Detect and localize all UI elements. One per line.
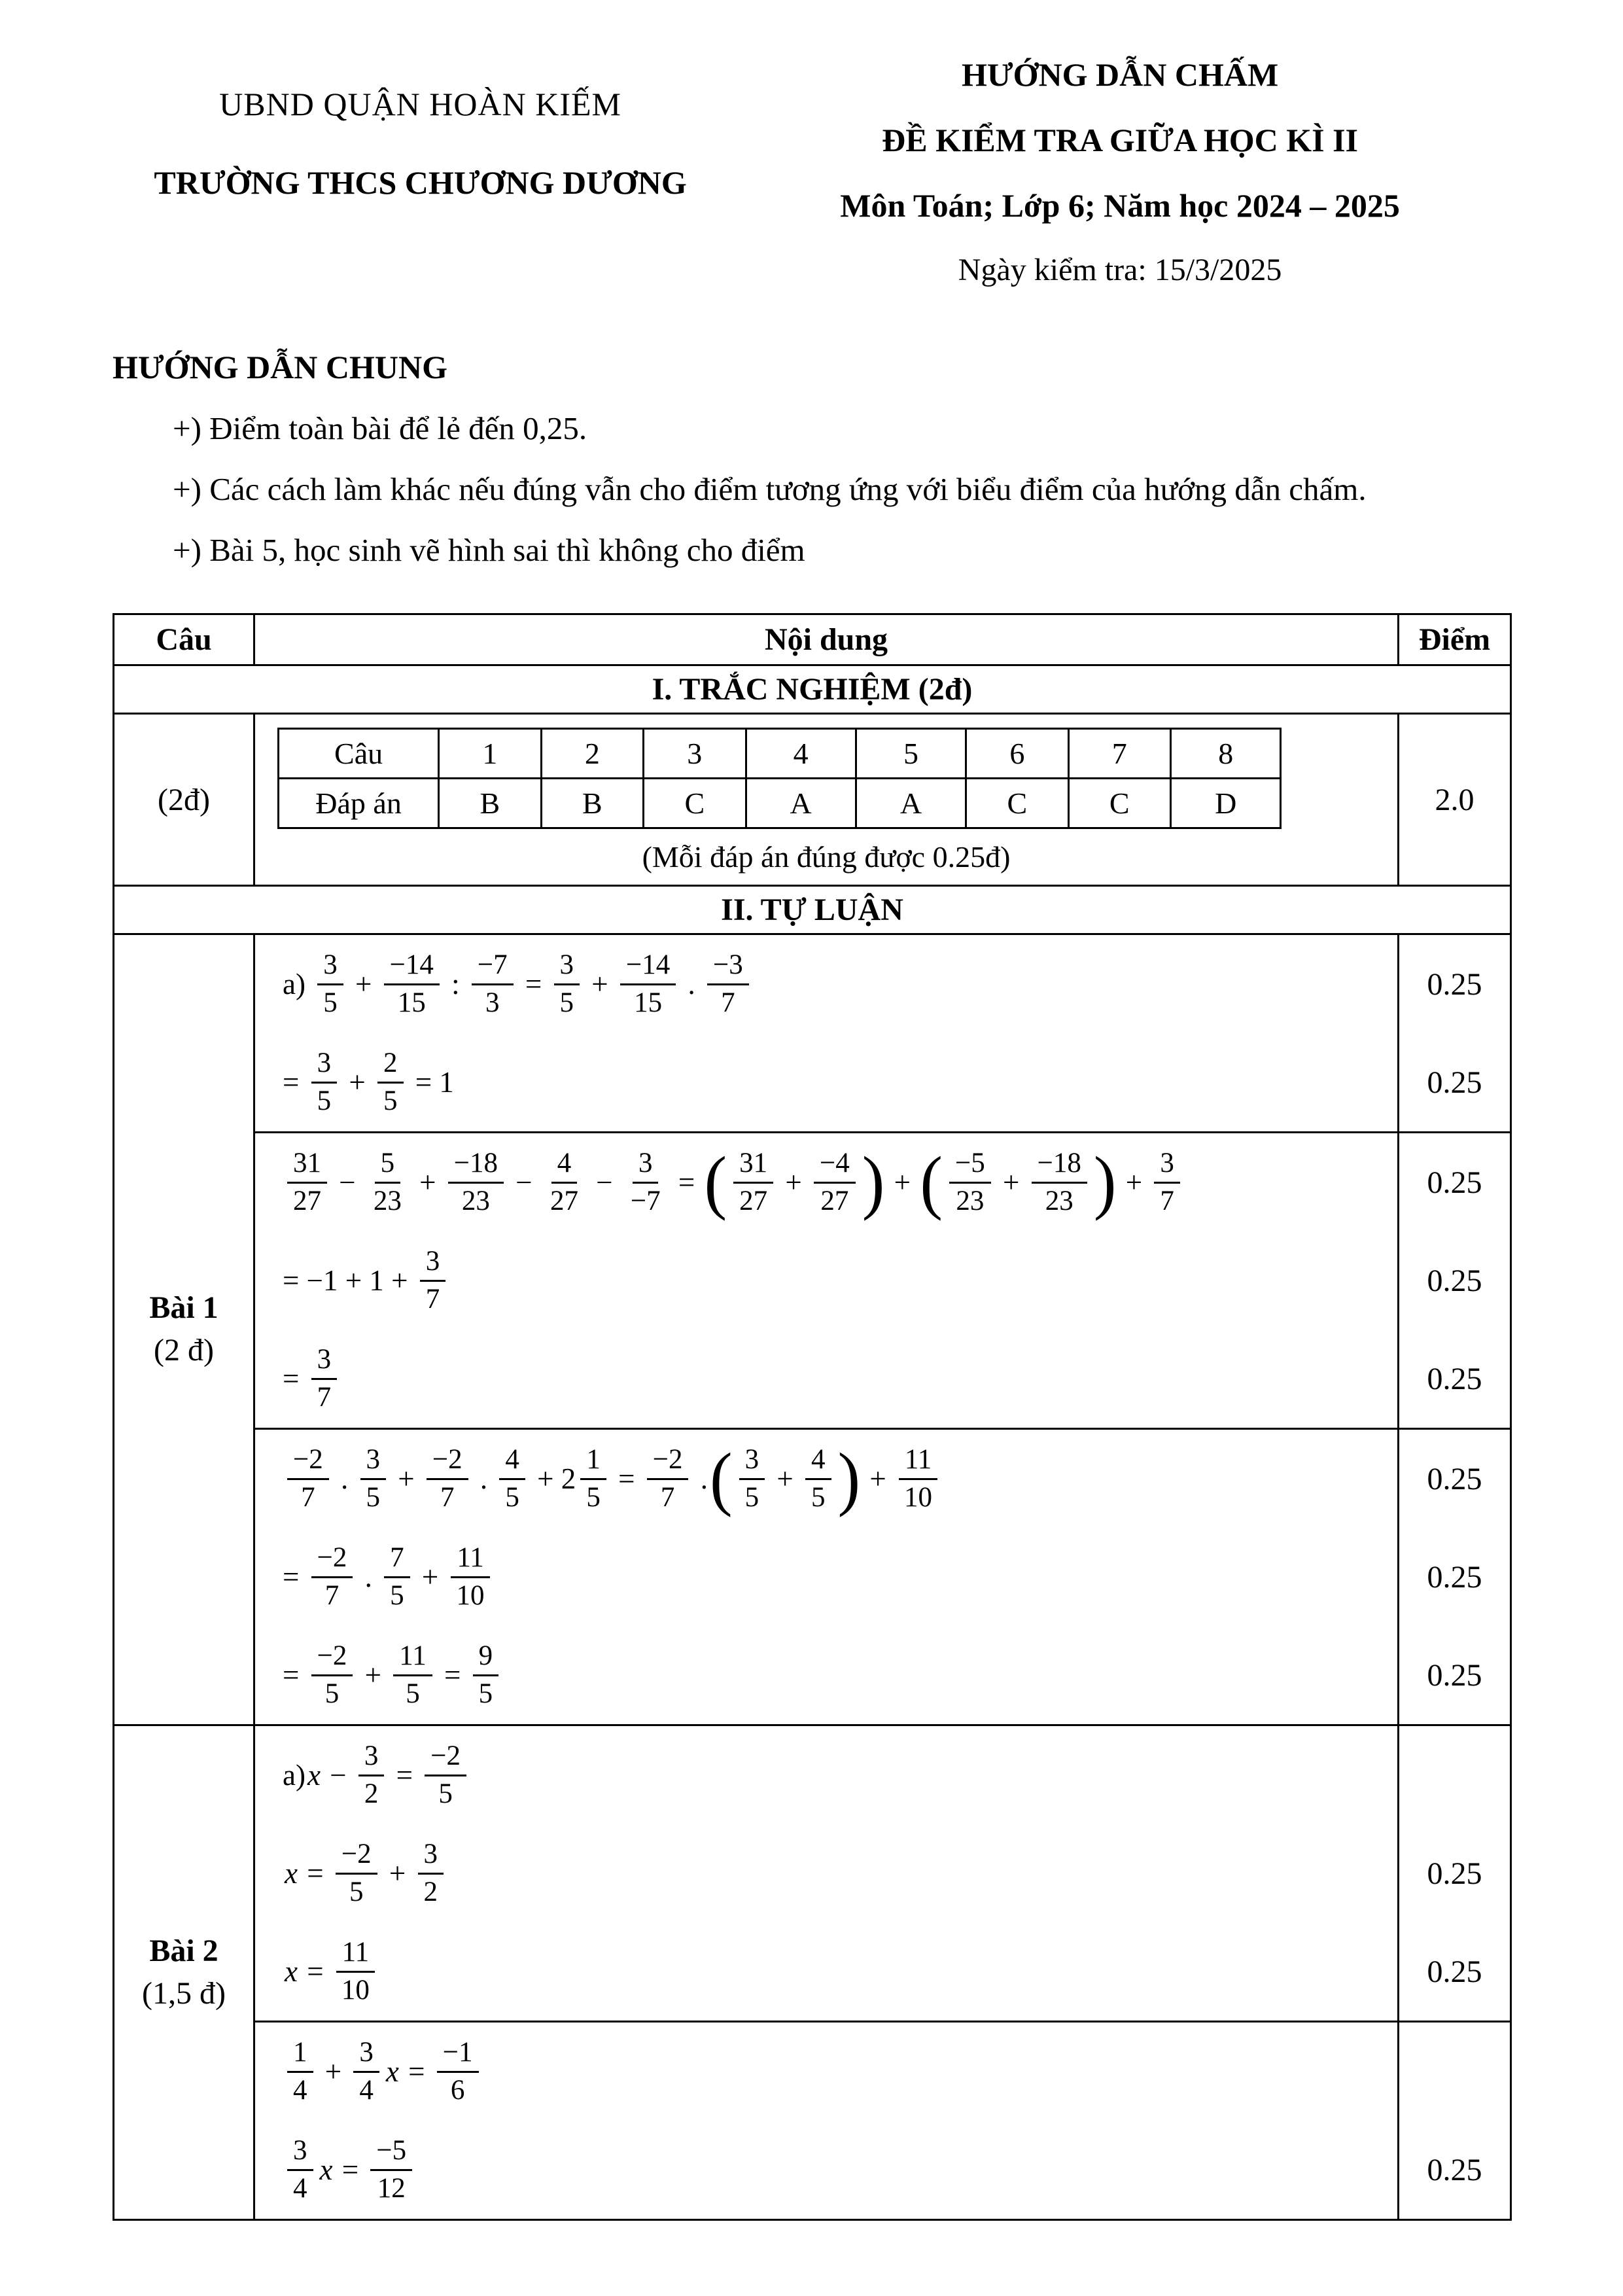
point-value: 0.25 [1399,1922,1511,2022]
header-right-block [728,56,1512,315]
exam-title: ĐỀ KIỂM TRA GIỮA HỌC KÌ II [882,122,1359,158]
mcq-question-row [279,729,1281,779]
mcq-answer-table [277,728,1282,829]
bai1-line-row [114,1626,1511,1725]
mcq-answer-cell: A [856,779,966,828]
mcq-row2-label: Đáp án [279,779,439,828]
mcq-cau-cell: (2đ) [114,714,254,886]
section1-title: I. TRẮC NGHIỆM (2đ) [114,665,1511,714]
point-value: 0.25 [1399,1033,1511,1133]
bai1-line-row [114,934,1511,1034]
point-value: 0.25 [1399,1231,1511,1330]
mcq-question-cell: 2 [541,729,643,779]
bai2-label-cell [114,1725,254,2220]
bai2-label: Bài 2 [149,1933,218,1968]
bai2-math-line-1: a) x − $\frac{3}{2}$ = $\frac{-2}{5}$ [283,1731,1386,1819]
mcq-content-cell [254,714,1399,886]
header-left-block [113,56,728,202]
point-value [1399,1725,1511,1825]
bai1-line-row [114,1133,1511,1232]
mcq-answer-cell: B [541,779,643,828]
answer-key-table [113,613,1512,2221]
mcq-diem-cell: 2.0 [1399,714,1511,886]
point-value: 0.25 [1399,934,1511,1034]
general-guide-title: HƯỚNG DẪN CHUNG [113,349,448,385]
mcq-answer-cell: C [966,779,1068,828]
mcq-question-cell: 4 [746,729,856,779]
mcq-question-cell: 6 [966,729,1068,779]
bai2-math-line-2: x = $\frac{-2}{5}$ + $\frac{3}{2}$ [283,1829,1386,1917]
point-value: 0.25 [1399,1626,1511,1725]
mcq-note: (Mỗi đáp án đúng được 0.25đ) [642,840,1011,874]
mcq-answer-cell: A [746,779,856,828]
col-header-noidung: Nội dung [254,614,1399,665]
bai1-math-line-5: = $\frac{3}{7}$ [283,1335,1386,1422]
document-header [113,56,1512,315]
mcq-answer-cell: C [1068,779,1170,828]
subject-line: Môn Toán; Lớp 6; Năm học 2024 – 2025 [840,187,1400,224]
bai1-line-row [114,1231,1511,1330]
section2-title: II. TỰ LUẬN [114,886,1511,934]
mcq-question-cell: 8 [1171,729,1281,779]
mcq-question-cell: 3 [644,729,746,779]
bai2-line-row [114,1824,1511,1922]
mcq-answer-cell: B [439,779,541,828]
bai1-line-row [114,1528,1511,1626]
point-value: 0.25 [1399,2121,1511,2220]
mcq-answer-cell: D [1171,779,1281,828]
mcq-answer-row [279,779,1281,828]
bai1-math-line-8: = $\frac{-2}{5}$ + $\frac{11}{5}$ = $\frac{9}{5}$ [283,1631,1386,1719]
bai2-line-row [114,2121,1511,2220]
bai1-line-row [114,1429,1511,1528]
bai1-math-line-1: a) $\frac{3}{5}$ + $\frac{-14}{15}$ : $\frac{-7}{3}$ = $\frac{3}{5}$ + $\frac{-14}{15}$ . $\frac{-3}{7}$ [283,940,1386,1028]
mcq-question-cell: 7 [1068,729,1170,779]
col-header-diem: Điểm [1399,614,1511,665]
exam-date: Ngày kiểm tra: 15/3/2025 [958,253,1282,287]
bai1-math-line-2: = $\frac{3}{5}$ + $\frac{2}{5}$ = 1 [283,1047,454,1116]
bai2-math-line-4: $\frac{1}{4}$ + $\frac{3}{4}$ x = $\frac{-1}{6}$ [283,2028,1386,2115]
point-value [1399,2022,1511,2121]
bai2-line-row [114,1922,1511,2022]
point-value: 0.25 [1399,1824,1511,1922]
issuing-authority: UBND QUẬN HOÀN KIẾM [219,86,621,122]
mcq-row1-label: Câu [279,729,439,779]
guide-item-2: +) Các cách làm khác nếu đúng vẫn cho điểm tương ứng với biểu điểm của hướng dẫn chấm. [173,471,1367,507]
guide-item-3: +) Bài 5, học sinh vẽ hình sai thì không cho điểm [173,532,805,568]
bai1-label: Bài 1 [149,1290,218,1326]
bai1-math-line-4: = −1 + 1 + $\frac{3}{7}$ [283,1237,1386,1324]
section2-row [114,886,1511,934]
point-value: 0.25 [1399,1133,1511,1232]
bai1-line-row [114,1330,1511,1429]
school-name: TRƯỜNG THCS CHƯƠNG DƯƠNG [154,164,687,201]
bai1-label-cell [114,934,254,1725]
bai2-line-row [114,2022,1511,2121]
mcq-question-cell: 5 [856,729,966,779]
bai2-sublabel: (1,5 đ) [142,1975,226,2011]
point-value: 0.25 [1399,1429,1511,1528]
bai1-math-line-7: = $\frac{-2}{7}$ . $\frac{7}{5}$ + $\frac{11}{10}$ [283,1533,1386,1621]
bai2-math-line-3: x = $\frac{11}{10}$ [283,1928,1386,2015]
mcq-answer-cell: C [644,779,746,828]
doc-title: HƯỚNG DẪN CHẤM [961,56,1279,93]
bai1-line-row [114,1033,1511,1133]
bai1-sublabel: (2 đ) [154,1333,214,1368]
section1-row [114,665,1511,714]
col-header-cau: Câu [114,614,254,665]
bai2-math-line-5: $\frac{3}{4}$ x = $\frac{-5}{12}$ [283,2126,1386,2214]
mcq-question-cell: 1 [439,729,541,779]
bai2-line-row [114,1725,1511,1825]
point-value: 0.25 [1399,1330,1511,1429]
table-header-row [114,614,1511,665]
bai1-math-line-6: $\frac{-2}{7}$ . $\frac{3}{5}$ + $\frac{-2}{7}$ . $\frac{4}{5}$ + 2 $\frac{1}{5}$ = $\frac{-2}{7}$ . ( $\frac{3}{5}$ + $\frac{4}{5}$ ) + $\frac{11}{10}$ [283,1435,1386,1523]
guide-item-1: +) Điểm toàn bài để lẻ đến 0,25. [173,410,587,446]
mcq-row [114,714,1511,886]
bai1-math-line-3: $\frac{31}{27}$ − $\frac{5}{23}$ + $\frac{-18}{23}$ − $\frac{4}{27}$ − $\frac{3}{-7}$ = ( $\frac{31}{27}$ + $\frac{-4}{27}$ ) + ( $\frac{-5}{23}$ + $\frac{-18}{23}$ ) + $\frac{3}{7}$ [283,1139,1386,1226]
point-value: 0.25 [1399,1528,1511,1626]
